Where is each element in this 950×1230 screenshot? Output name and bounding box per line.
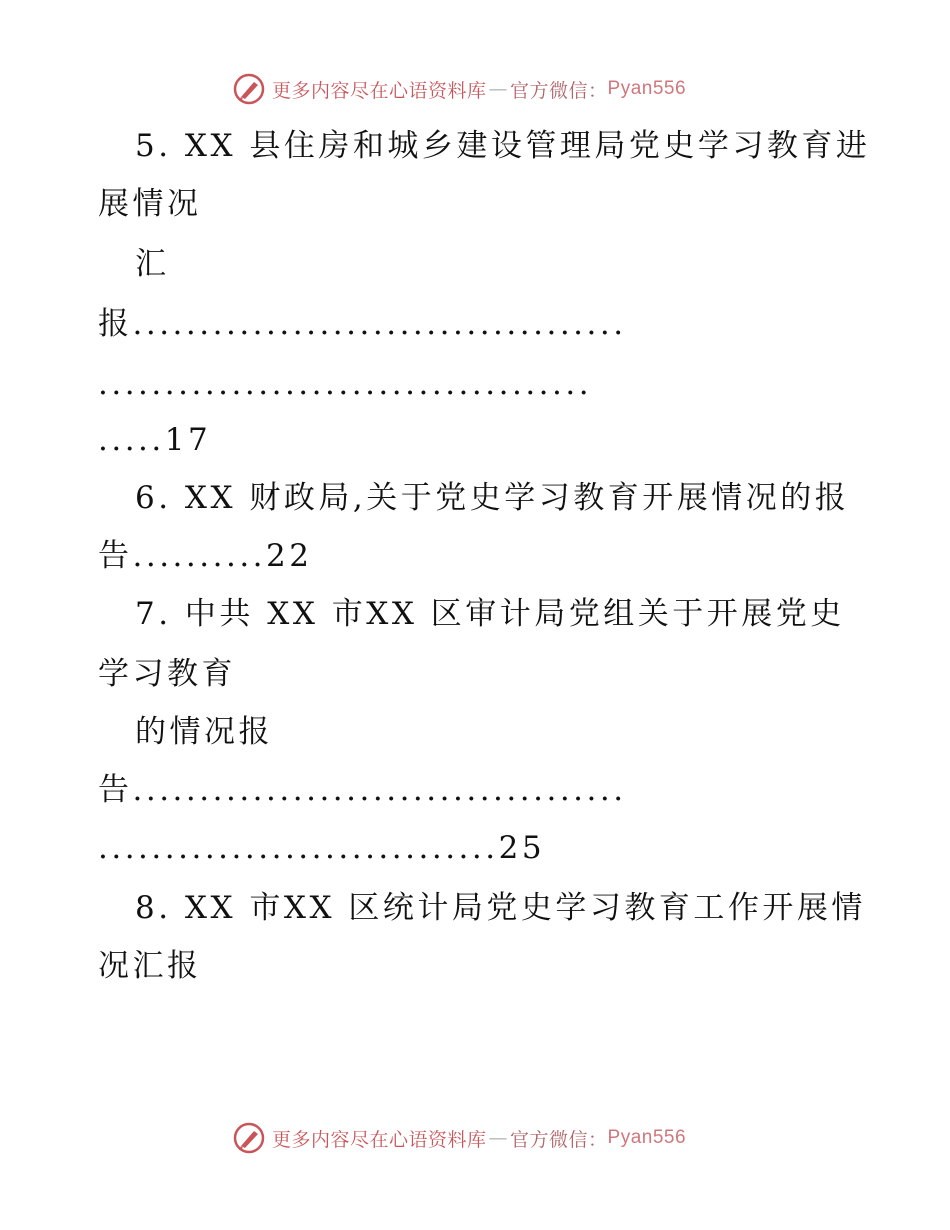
watermark-brand: 更多内容尽在心语资料库 xyxy=(272,1128,487,1151)
pen-logo-icon xyxy=(232,72,266,106)
toc-line: 学习教育 xyxy=(98,656,236,692)
toc-line: ..............................25 xyxy=(98,830,546,866)
toc-line: 8. XX 市XX 区统计局党史学习教育工作开展情 xyxy=(135,890,866,926)
toc-line: 展情况 xyxy=(98,186,202,222)
toc-line: 报..................................... xyxy=(98,306,627,342)
toc-line: 5. XX 县住房和城乡建设管理局党史学习教育进 xyxy=(135,128,871,164)
toc-line: 6. XX 财政局,关于党史学习教育开展情况的报 xyxy=(135,480,850,516)
toc-line: 况汇报 xyxy=(98,948,202,984)
watermark-wechat-id: Pyan556 xyxy=(607,1127,687,1148)
toc-line: 汇 xyxy=(135,246,170,282)
toc-line: .....17 xyxy=(98,422,212,458)
watermark-wechat-label: 官方微信： xyxy=(510,79,608,102)
toc-line: 的情况报 xyxy=(135,714,273,750)
toc-line: ..................................... xyxy=(98,366,593,402)
toc-line: 7. 中共 XX 市XX 区审计局党组关于开展党史 xyxy=(135,596,845,632)
watermark-brand: 更多内容尽在心语资料库 xyxy=(272,79,487,102)
watermark-dash: — xyxy=(488,78,509,100)
watermark-footer xyxy=(232,1121,686,1155)
pen-logo-icon xyxy=(232,1121,266,1155)
watermark-wechat-label: 官方微信： xyxy=(510,1128,608,1151)
watermark-wechat-id: Pyan556 xyxy=(607,78,687,99)
watermark-header xyxy=(232,72,686,106)
toc-line: 告..........22 xyxy=(98,538,313,574)
toc-line: 告..................................... xyxy=(98,772,627,808)
watermark-dash: — xyxy=(488,1127,509,1149)
